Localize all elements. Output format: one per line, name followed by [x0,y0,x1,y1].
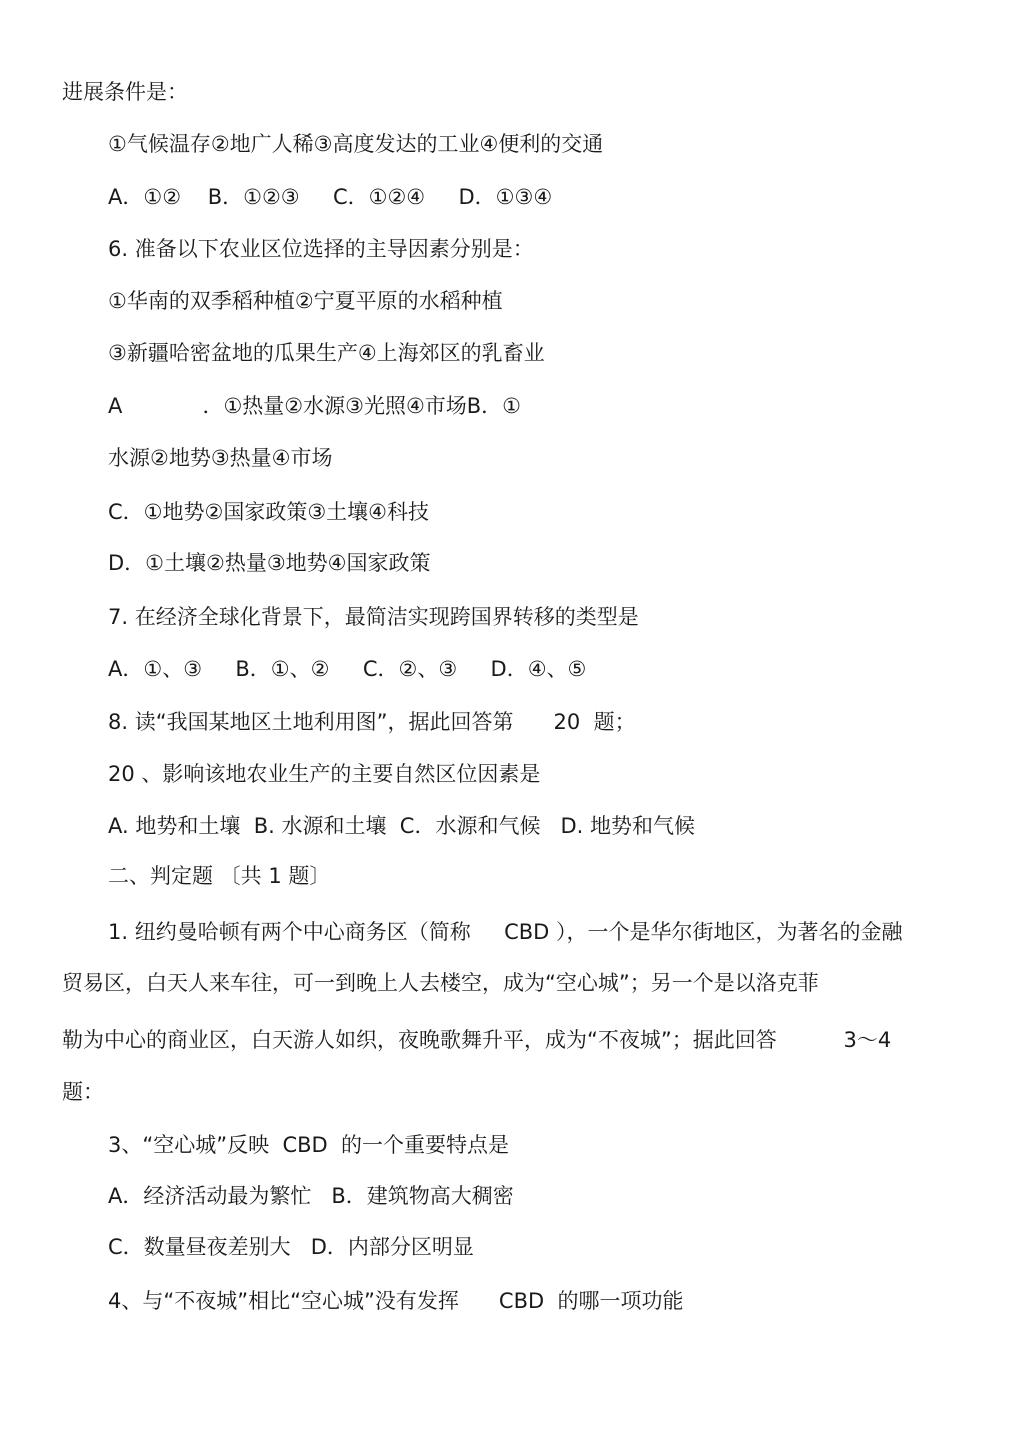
text-line-6: ③新疆哈密盆地的瓜果生产④上海郊区的乳畜业 [108,341,545,365]
answer-options-q3-cd: C．数量昼夜差别大 D．内部分区明显 [108,1235,474,1259]
question-8: 8. 读“我国某地区土地利用图”，据此回答第 20 题； [108,710,636,734]
answer-options-q3-ab: A．经济活动最为繁忙 B．建筑物高大稠密 [108,1184,514,1208]
question-7: 7. 在经济全球化背景下，最简洁实现跨国界转移的类型是 [108,605,639,629]
passage-line-4: 题： [62,1080,104,1104]
passage-line-2: 贸易区，白天人来车往，可一到晚上人去楼空，成为“空心城”；另一个是以洛克菲 [62,971,819,995]
answer-options-q20: A. 地势和土壤 B. 水源和土壤 C．水源和气候 D. 地势和气候 [108,814,696,838]
question-4: 4、与“不夜城”相比“空心城”没有发挥 CBD 的哪一项功能 [108,1289,684,1313]
question-6: 6. 准备以下农业区位选择的主导因素分别是： [108,237,534,261]
text-line-1: 进展条件是： [62,80,188,104]
question-20: 20 、影响该地农业生产的主要自然区位因素是 [108,762,541,786]
passage-line-3: 勒为中心的商业区，白天游人如织，夜晚歌舞升平，成为“不夜城”；据此回答 3～4 [62,1028,892,1052]
text-line-5: ①华南的双季稻种植②宁夏平原的水稻种植 [108,289,503,313]
answer-option-a-q6: A ．①热量②水源③光照④市场B．① [108,394,522,418]
passage-line-1: 1. 纽约曼哈顿有两个中心商务区（简称 CBD ），一个是华尔街地区，为著名的金融 [108,920,903,944]
answer-option-d-q6: D．①土壤②热量③地势④国家政策 [108,551,431,575]
section-heading: 二、判定题 〔共 1 题〕 [108,864,331,888]
text-line-2: ①气候温存②地广人稀③高度发达的工业④便利的交通 [108,132,604,156]
question-3: 3、“空心城”反映 CBD 的一个重要特点是 [108,1133,510,1157]
answer-options-q7: A．①、③ B．①、② C．②、③ D．④、⑤ [108,657,587,681]
text-line-8: 水源②地势③热量④市场 [108,446,333,470]
answer-option-c-q6: C．①地势②国家政策③土壤④科技 [108,500,429,524]
answer-options-q5: A．①② B．①②③ C．①②④ D．①③④ [108,185,553,209]
